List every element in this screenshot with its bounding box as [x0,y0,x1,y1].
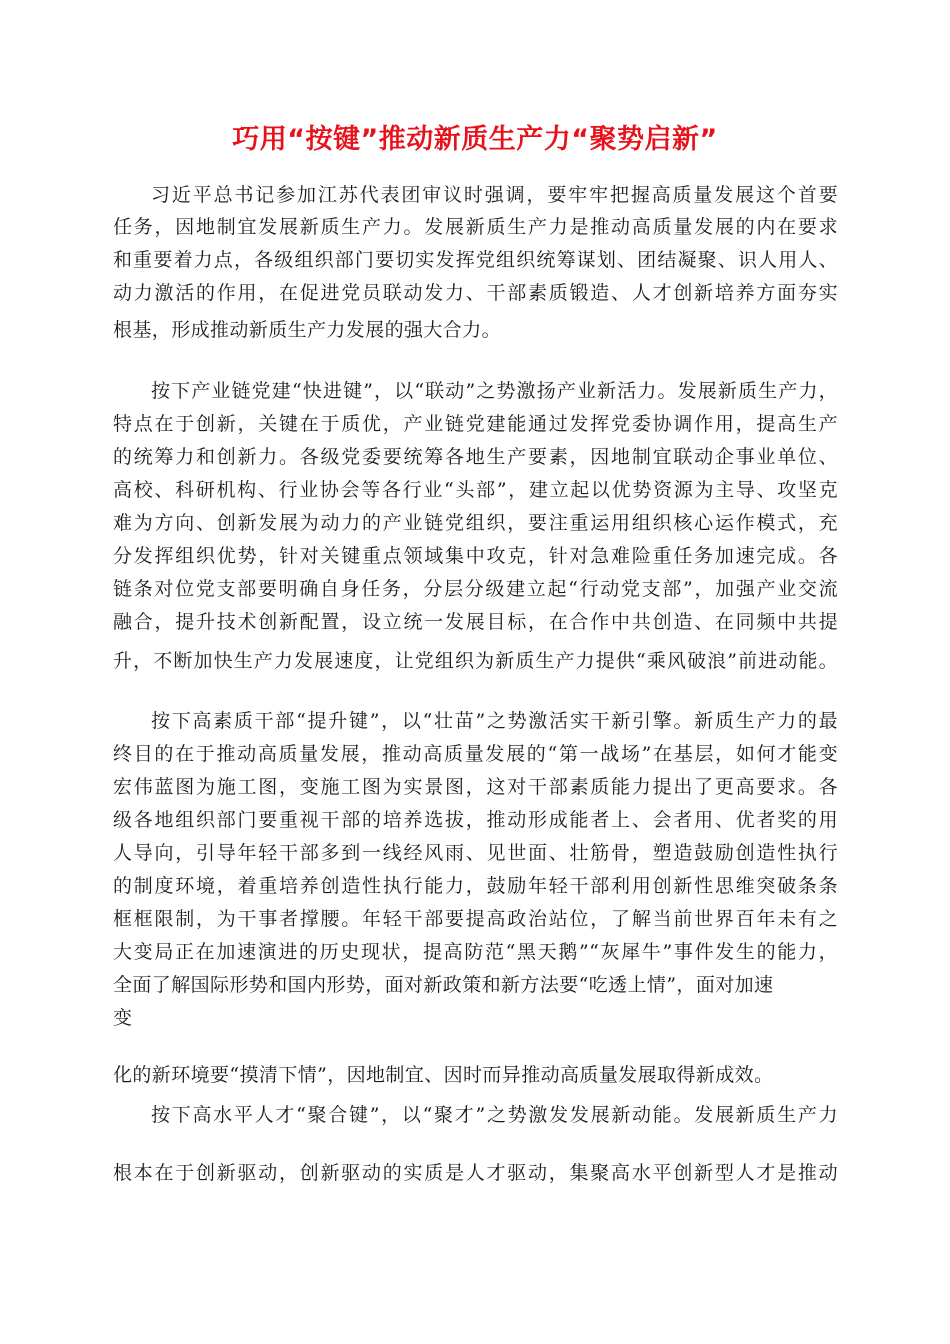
body-line: 习近平总书记参加江苏代表团审议时强调，要牢牢把握高质量发展这个首要 [151,184,838,206]
body-line: 宏伟蓝图为施工图，变施工图为实景图，这对干部素质能力提出了更高要求。各 [113,776,838,798]
body-line: 根本在于创新驱动，创新驱动的实质是人才驱动，集聚高水平创新型人才是推动 [113,1162,838,1184]
body-line: 升，不断加快生产力发展速度，让党组织为新质生产力提供“乘风破浪”前进动能。 [113,650,838,672]
body-line: 和重要着力点，各级组织部门要切实发挥党组织统筹谋划、团结凝聚、识人用人、 [113,249,838,271]
body-line: 根基，形成推动新质生产力发展的强大合力。 [113,319,502,341]
body-line: 全面了解国际形势和国内形势，面对新政策和新方法要“吃透上情”，面对加速 [113,974,774,996]
body-line: 任务，因地制宜发展新质生产力。发展新质生产力是推动高质量发展的内在要求 [113,216,838,238]
body-line: 的统筹力和创新力。各级党委要统筹各地生产要素，因地制宜联动企事业单位、 [113,446,838,468]
body-line: 化的新环境要“摸清下情”，因地制宜、因时而异推动高质量发展取得新成效。 [113,1064,774,1086]
body-line: 链条对位党支部要明确自身任务，分层分级建立起“行动党支部”，加强产业交流 [113,578,838,600]
body-line: 按下高素质干部“提升键”，以“壮苗”之势激活实干新引擎。新质生产力的最 [151,710,838,732]
body-line: 的制度环境，着重培养创造性执行能力，鼓励年轻干部利用创新性思维突破条条 [113,875,838,897]
body-line: 动力激活的作用，在促进党员联动发力、干部素质锻造、人才创新培养方面夯实 [113,282,838,304]
body-line: 特点在于创新，关键在于质优，产业链党建能通过发挥党委协调作用，提高生产 [113,413,838,435]
body-line: 分发挥组织优势，针对关键重点领域集中攻克，针对急难险重任务加速完成。各 [113,545,838,567]
document-title: 巧用“按键”推动新质生产力“聚势启新” [232,124,718,155]
body-line: 融合，提升技术创新配置，设立统一发展目标，在合作中共创造、在同频中共提 [113,611,838,633]
body-line: 按下产业链党建“快进键”，以“联动”之势激扬产业新活力。发展新质生产力， [151,380,838,402]
body-line: 按下高水平人才“聚合键”，以“聚才”之势激发发展新动能。发展新质生产力 [151,1104,838,1126]
body-line: 变 [113,1007,133,1029]
body-line: 级各地组织部门要重视干部的培养选拔，推动形成能者上、会者用、优者奖的用 [113,809,838,831]
body-line: 人导向，引导年轻干部多到一线经风雨、见世面、壮筋骨，塑造鼓励创造性执行 [113,842,838,864]
body-line: 难为方向、创新发展为动力的产业链党组织，要注重运用组织核心运作模式，充 [113,512,838,534]
body-line: 大变局正在加速演进的历史现状，提高防范“黑天鹅”“灰犀牛”事件发生的能力， [113,941,838,963]
body-line: 终目的在于推动高质量发展，推动高质量发展的“第一战场”在基层，如何才能变 [113,743,838,765]
body-line: 高校、科研机构、行业协会等各行业“头部”，建立起以优势资源为主导、攻坚克 [113,479,838,501]
body-line: 框框限制，为干事者撑腰。年轻干部要提高政治站位，了解当前世界百年未有之 [113,908,838,930]
